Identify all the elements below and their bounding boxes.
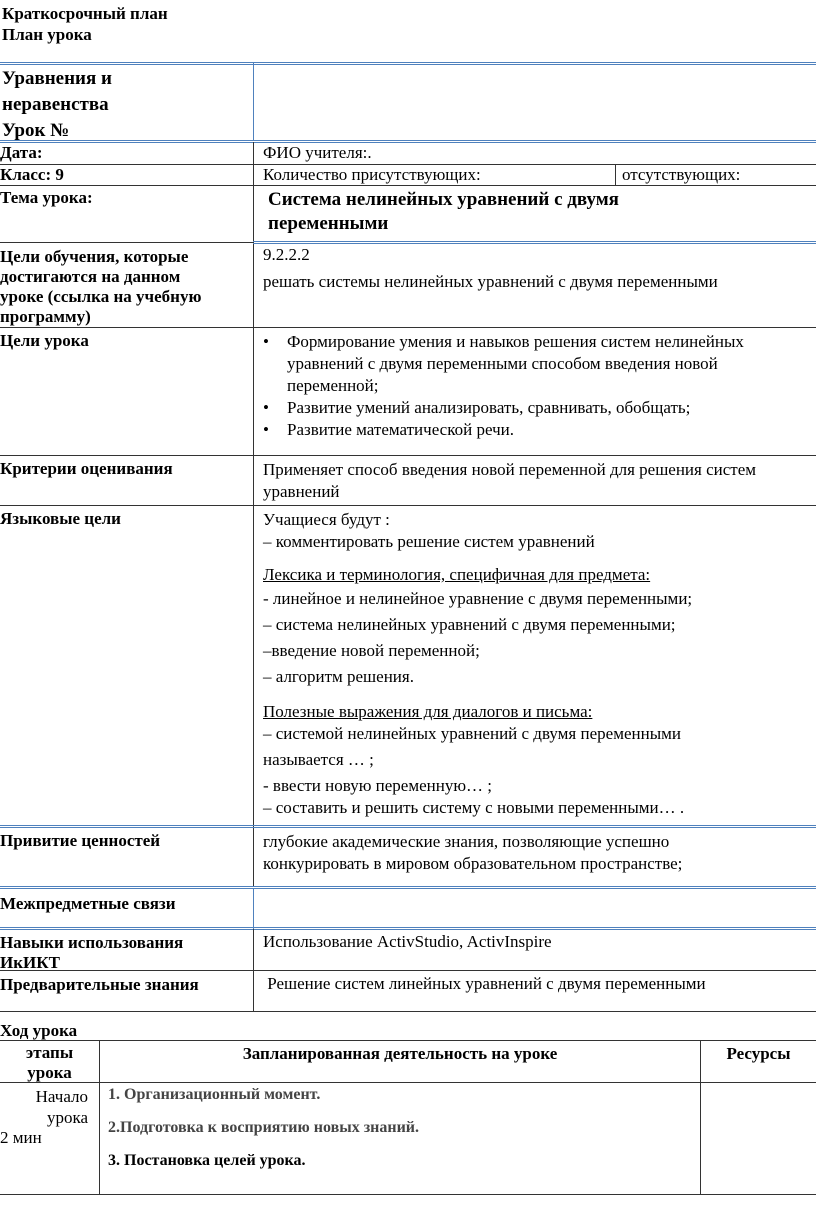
phrases-heading: Полезные выражения для диалогов и письма: bbox=[263, 702, 593, 721]
column-divider bbox=[253, 970, 254, 1011]
row-divider bbox=[0, 505, 816, 506]
present-count-label: Количество присутствующих: bbox=[263, 165, 481, 184]
prior-knowledge-label: Предварительные знания bbox=[0, 975, 199, 994]
row-divider bbox=[0, 886, 816, 889]
list-item: • Развитие математической речи. bbox=[257, 419, 812, 441]
row-divider bbox=[0, 927, 816, 930]
class-label: Класс: 9 bbox=[0, 165, 64, 184]
row-divider bbox=[0, 825, 816, 828]
row-divider bbox=[0, 242, 253, 243]
criteria-label: Критерии оценивания bbox=[0, 459, 173, 478]
column-divider bbox=[253, 142, 254, 887]
ict-skills-label: Навыки использования ИкИКТ bbox=[0, 933, 184, 972]
lesson-goals-label: Цели урока bbox=[0, 331, 89, 350]
unit-label: Уравнения и неравенства Урок № bbox=[2, 68, 112, 141]
column-divider bbox=[253, 929, 254, 970]
table-bottom-border bbox=[0, 1194, 816, 1195]
lesson-progress-title: Ход урока bbox=[0, 1021, 78, 1040]
stage-start: Начало урока bbox=[35, 1087, 88, 1127]
table-bottom-border bbox=[0, 1011, 816, 1012]
values-text: глубокие академические знания, позволяющие успешно конкурировать в мировом образовательном пространстве; bbox=[263, 832, 683, 873]
row-divider bbox=[0, 1082, 816, 1083]
table-top-border bbox=[0, 62, 816, 65]
row-divider bbox=[0, 140, 816, 143]
table-top-border bbox=[0, 1040, 816, 1041]
activity-item: 2.Подготовка к восприятию новых знаний. bbox=[108, 1119, 420, 1136]
values-label: Привитие ценностей bbox=[0, 831, 161, 850]
prior-knowledge-value: Решение систем линейных уравнений с двумя переменными bbox=[263, 974, 706, 993]
activity-item: 1. Организационный момент. bbox=[108, 1086, 321, 1103]
row-divider bbox=[0, 455, 816, 456]
stages-column-header: этапы урока bbox=[25, 1043, 74, 1082]
column-divider bbox=[253, 888, 254, 929]
lesson-topic: Система нелинейных уравнений с двумя переменными bbox=[268, 189, 619, 234]
column-divider bbox=[615, 164, 616, 185]
topic-label: Тема урока: bbox=[0, 188, 93, 207]
activity-column-header: Запланированная деятельность на уроке bbox=[242, 1044, 558, 1063]
table-divider bbox=[253, 62, 254, 141]
objective-text: решать системы нелинейных уравнений с двумя переменными bbox=[263, 272, 718, 291]
row-divider bbox=[253, 241, 816, 244]
learning-objectives-label: Цели обучения, которые достигаются на данном уроке (ссылка на учебную программу) bbox=[0, 247, 202, 326]
teacher-name-field: ФИО учителя:. bbox=[263, 143, 372, 162]
doc-header-line1: Краткосрочный план bbox=[2, 4, 168, 23]
objective-code: 9.2.2.2 bbox=[263, 245, 310, 264]
language-goals-content: Учащиеся будут : – комментировать решение систем уравнений Лексика и терминология, специфичная для предмета: - линейное и нелинейное уравнение с двумя переменными; – система нелинейных уравнений с двумя переменными; –введение новой переменной; – алгоритм решения. Полезные выражения для диалогов и письма: – системой нелинейных уравнений с двумя переменными называется … ; - ввести новую переменную… ; – составить и решить систему с новыми переменными… . bbox=[263, 509, 813, 819]
row-divider bbox=[0, 185, 816, 186]
criteria-text: Применяет способ введения новой переменной для решения систем уравнений bbox=[263, 460, 757, 501]
stage-duration: 2 мин bbox=[0, 1128, 42, 1147]
cross-subject-label: Межпредметные связи bbox=[0, 894, 176, 913]
list-item: • Развитие умений анализировать, сравнивать, обобщать; bbox=[257, 397, 812, 419]
absent-count-label: отсутствующих: bbox=[622, 165, 741, 184]
language-goals-label: Языковые цели bbox=[0, 509, 121, 528]
vocabulary-heading: Лексика и терминология, специфичная для предмета: bbox=[263, 565, 651, 584]
resources-column-header: Ресурсы bbox=[726, 1044, 791, 1063]
activity-item: 3. Постановка целей урока. bbox=[108, 1152, 306, 1169]
date-label: Дата: bbox=[0, 143, 43, 162]
ict-skills-value: Использование ActivStudio, ActivInspire bbox=[263, 932, 552, 951]
doc-header-line2: План урока bbox=[2, 25, 92, 44]
list-item: • Формирование умения и навыков решения систем нелинейных уравнений с двумя переменными способом введения новой переменной; bbox=[257, 331, 812, 397]
lesson-goals-list bbox=[257, 331, 812, 441]
row-divider bbox=[0, 327, 816, 328]
